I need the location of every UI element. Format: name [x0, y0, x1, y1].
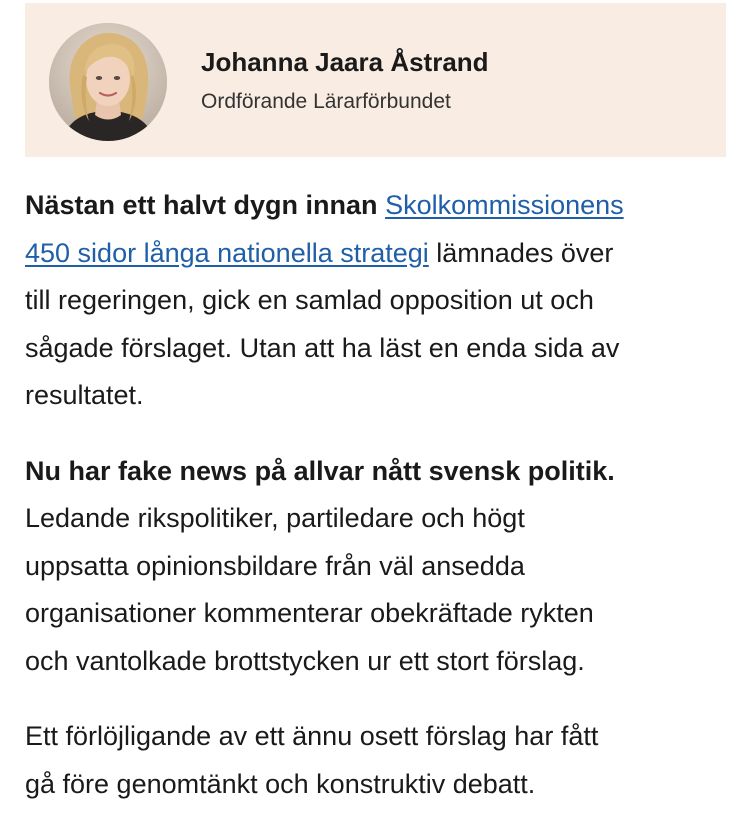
strategy-link[interactable]	[385, 190, 624, 220]
paragraph-2-line-1	[25, 448, 725, 496]
paragraph-2-line-4: organisationer kommenterar obekräftade rykten	[25, 598, 594, 628]
paragraph-1-line-2	[25, 230, 725, 278]
avatar-portrait-icon	[49, 23, 167, 141]
strategy-link-continued[interactable]	[25, 238, 429, 268]
after-link-text: lämnades över	[428, 237, 614, 268]
paragraph-3-line-1: Ett förlöjligande av ett ännu osett förslag har fått	[25, 721, 599, 751]
author-name: Johanna Jaara Åstrand	[201, 47, 489, 77]
strategy-link-part-2: 450 sidor långa nationella strategi	[25, 237, 429, 268]
paragraph-1-line-5: resultatet.	[25, 380, 144, 410]
strategy-link-part-1: Skolkommissionens	[385, 190, 624, 220]
article-paragraph-3	[25, 713, 725, 808]
paragraph-1-line-4: sågade förslaget. Utan att ha läst en enda sida av	[25, 332, 620, 363]
paragraph-2-line-2: Ledande rikspolitiker, partiledare och högt	[25, 503, 525, 533]
paragraph-1-line-1	[25, 182, 725, 230]
fake-news-bold-text: Nu har fake news på allvar nått svensk politik.	[25, 455, 615, 486]
article-body	[25, 182, 725, 836]
paragraph-3-line-2: gå före genomtänkt och konstruktiv debatt.	[25, 768, 536, 799]
avatar	[49, 23, 167, 141]
paragraph-2-line-5: och vantolkade brottstycken ur ett stort förslag.	[25, 645, 585, 676]
author-box	[25, 3, 726, 157]
article-paragraph-1	[25, 182, 725, 420]
author-role: Ordförande Lärarförbundet	[201, 90, 451, 113]
paragraph-2-line-3: uppsatta opinionsbildare från väl ansedda	[25, 550, 525, 581]
article-paragraph-2	[25, 448, 725, 686]
paragraph-1-line-3: till regeringen, gick en samlad opposition ut och	[25, 285, 594, 315]
lead-bold-text: Nästan ett halvt dygn innan	[25, 190, 378, 220]
